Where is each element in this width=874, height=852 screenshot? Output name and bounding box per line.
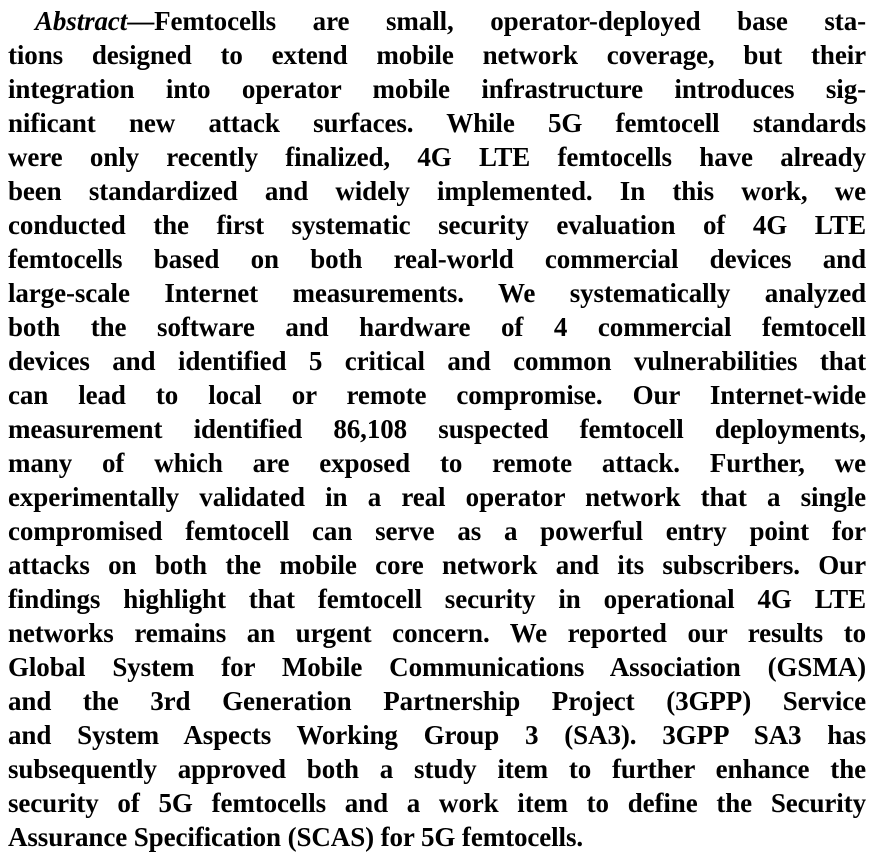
abstract-line: Assurance Specification (SCAS) for 5G femtocells. xyxy=(8,822,584,852)
abstract-line: compromised femtocell can serve as a powerful entry point for xyxy=(8,516,866,546)
abstract-line: can lead to local or remote compromise. Our Internet-wide xyxy=(8,380,866,410)
abstract-line: many of which are exposed to remote attack. Further, we xyxy=(8,448,866,478)
abstract-line: devices and identified 5 critical and common vulnerabilities that xyxy=(8,346,866,376)
abstract-line: were only recently finalized, 4G LTE femtocells have already xyxy=(8,142,866,172)
abstract-line xyxy=(8,4,866,38)
abstract-line: tions designed to extend mobile network coverage, but their xyxy=(8,40,866,70)
abstract-line-text: —Femtocells are small, operator-deployed base sta- xyxy=(127,6,866,36)
abstract-line: both the software and hardware of 4 commercial femtocell xyxy=(8,312,866,342)
abstract-line: networks remains an urgent concern. We reported our results to xyxy=(8,618,866,648)
abstract-line: Global System for Mobile Communications Association (GSMA) xyxy=(8,652,866,682)
abstract-line: conducted the first systematic security evaluation of 4G LTE xyxy=(8,210,866,240)
abstract-line: femtocells based on both real-world commercial devices and xyxy=(8,244,866,274)
abstract-line: measurement identified 86,108 suspected femtocell deployments, xyxy=(8,414,866,444)
abstract-line: findings highlight that femtocell security in operational 4G LTE xyxy=(8,584,866,614)
abstract-line: subsequently approved both a study item to further enhance the xyxy=(8,754,866,784)
abstract-line: large-scale Internet measurements. We systematically analyzed xyxy=(8,278,866,308)
abstract-line: security of 5G femtocells and a work item to define the Security xyxy=(8,788,866,818)
abstract-label: Abstract xyxy=(35,6,128,36)
abstract-line: experimentally validated in a real operator network that a single xyxy=(8,482,866,512)
abstract-line: and System Aspects Working Group 3 (SA3). 3GPP SA3 has xyxy=(8,720,866,750)
abstract-line: attacks on both the mobile core network and its subscribers. Our xyxy=(8,550,866,580)
abstract-line: integration into operator mobile infrastructure introduces sig- xyxy=(8,74,866,104)
abstract-line: and the 3rd Generation Partnership Project (3GPP) Service xyxy=(8,686,866,716)
abstract-line: been standardized and widely implemented. In this work, we xyxy=(8,176,866,206)
abstract-line: nificant new attack surfaces. While 5G femtocell standards xyxy=(8,108,866,138)
